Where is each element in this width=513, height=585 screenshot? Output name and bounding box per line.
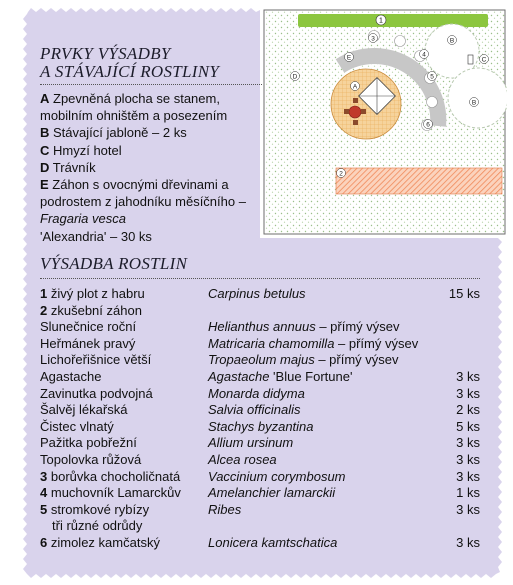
seat-2 [344,109,349,114]
plant-czech-name [40,468,180,485]
plant-row [40,285,480,302]
plant-quantity: 1 ks [456,485,480,501]
label-D: D [292,73,298,81]
plant-row [40,534,480,551]
plant-row [40,418,480,435]
plant-quantity: 3 ks [456,385,480,401]
plant-quantity: 15 ks [448,286,480,301]
plant-latin-name: Carpinus betulus [208,286,306,301]
plant-czech-name [40,385,153,402]
plant-quantity: 3 ks [456,435,480,451]
section2-divider [40,278,480,279]
plant-latin-name: Stachys byzantina [208,418,314,434]
plant-czech-name [40,434,137,451]
plant-czech-label: zkušební záhon [50,302,142,318]
label-6: 6 [426,121,430,129]
plant-latin-note: – přímý výsev [314,352,399,368]
plant-row [40,517,480,534]
plant-czech-name [40,335,135,352]
plant-czech-name [40,368,101,385]
label-1: 1 [379,17,383,25]
plant-row [40,302,480,319]
plant-row [40,434,480,451]
plant-number: 3 [40,468,48,484]
plant-czech-label: Zavinutka podvojná [40,385,153,401]
plant-latin-note: – přímý výsev [315,319,400,335]
plant-czech-label: Lichořeřišnice větší [40,352,152,368]
plant-czech-name [40,285,145,302]
plant-latin-name: Tropaeolum majus – přímý výsev [208,352,399,368]
plant-czech-name [40,484,181,501]
plant-latin-name: Ribes [208,501,242,517]
plant-czech-label: tři různé odrůdy [52,518,143,534]
plant-latin-name: Lonicera kamtschatica [208,535,338,550]
plant-row [40,385,480,402]
legend-item-b: B Stávající jabloně – 2 ks [40,125,187,141]
legend-item-d: D Trávník [40,159,96,175]
seat-3 [361,109,366,114]
apple-tree-2 [448,68,507,128]
plant-number: 2 [40,302,48,318]
plant-row [40,351,480,368]
plant-czech-label: borůvka chocholičnatá [50,468,181,484]
plant-number: 1 [40,286,48,301]
plant-quantity: 3 ks [456,468,480,484]
plant-row [40,401,480,418]
plant-quantity: 5 ks [456,418,480,434]
plant-czech-name [40,501,149,518]
plant-czech-label: stromkové rybízy [50,501,150,517]
plant-latin-name: Alcea rosea [208,452,277,467]
plant-czech-name [40,318,136,335]
label-3: 3 [371,35,375,43]
plant-czech-name [40,302,142,319]
plant-czech-label: živý plot z habru [50,286,145,301]
legend-item-c: C Hmyzí hotel [40,142,122,158]
plant-row [40,501,480,518]
plant-latin-note: 'Blue Fortune' [269,369,353,384]
plant-czech-label: Pažitka pobřežní [40,435,137,451]
plant-number: 4 [40,485,48,501]
plant-czech-label: Heřmánek pravý [40,335,136,351]
plant-number: 6 [40,535,48,550]
seat-1 [353,98,358,103]
garden-plan [262,8,507,236]
trial-bed [336,168,502,194]
plant-czech-label: Čistec vlnatý [40,418,114,434]
plant-czech-name [40,418,114,435]
plant-row [40,484,480,501]
label-2: 2 [339,170,343,178]
legend-item-e: E Záhon s ovocnými dřevinami a podrostem z jahodníku měsíčního – Fragaria vesca 'Alexandria' – 30 ks [40,177,246,244]
section1-divider [40,84,262,85]
legend-item-a: A Zpevněná plocha se stanem, mobilním ohništěm a posezením [40,91,228,124]
plant-latin-name: Monarda didyma [208,385,305,401]
plant-czech-label: Šalvěj lékařská [40,402,128,418]
plant-latin-name: Salvia officinalis [208,402,301,418]
fire-pit [349,106,361,118]
label-E: E [346,54,352,62]
plant-row [40,451,480,468]
label-B1: B [449,37,455,45]
plant-czech-label: zimolez kamčatský [50,535,160,550]
plant-number: 5 [40,501,48,517]
paved-area [331,69,401,139]
plant-czech-name [40,351,151,368]
plant-czech-label: Slunečnice roční [40,319,137,335]
plant-quantity: 2 ks [456,402,480,418]
plant-czech-name [40,534,160,551]
plant-czech-label: Topolovka růžová [40,452,142,467]
plant-latin-name: Allium ursinum [208,435,294,451]
plant-latin-name: Agastache 'Blue Fortune' [208,369,353,384]
label-B2: B [471,99,477,107]
label-5: 5 [430,73,434,81]
label-4: 4 [422,51,426,59]
seat-4 [353,120,358,125]
plant-quantity: 3 ks [456,501,480,517]
plant-czech-name [40,401,127,418]
plant-quantity: 3 ks [456,452,480,467]
hedge-bed [298,14,488,27]
section1-title-line2: A STÁVAJÍCÍ ROSTLINY [40,62,220,81]
plant-czech-label: muchovník Lamarckův [50,485,181,501]
plant-quantity: 3 ks [456,535,480,550]
plant-czech-name [52,517,142,534]
plant-row [40,368,480,385]
section1-title-line1: PRVKY VÝSADBY [40,44,171,63]
plant-row [40,318,480,335]
insect-hotel [468,55,473,64]
plant-czech-name [40,451,141,468]
plant-row [40,335,480,352]
label-A: A [352,83,358,91]
plant-latin-name: Helianthus annuus – přímý výsev [208,319,400,335]
label-C: C [481,56,487,64]
plant-czech-label: Agastache [40,369,102,384]
plant-quantity: 3 ks [456,369,480,384]
plant-latin-note: – přímý výsev [334,335,419,351]
plant-latin-name: Vaccinium corymbosum [208,468,346,484]
section2-title: VÝSADBA ROSTLIN [40,254,188,273]
plan-legend [40,90,262,245]
plant-latin-name: Amelanchier lamarckii [208,485,336,501]
plant-latin-name: Matricaria chamomilla – přímý výsev [208,335,419,351]
plant-row [40,468,480,485]
